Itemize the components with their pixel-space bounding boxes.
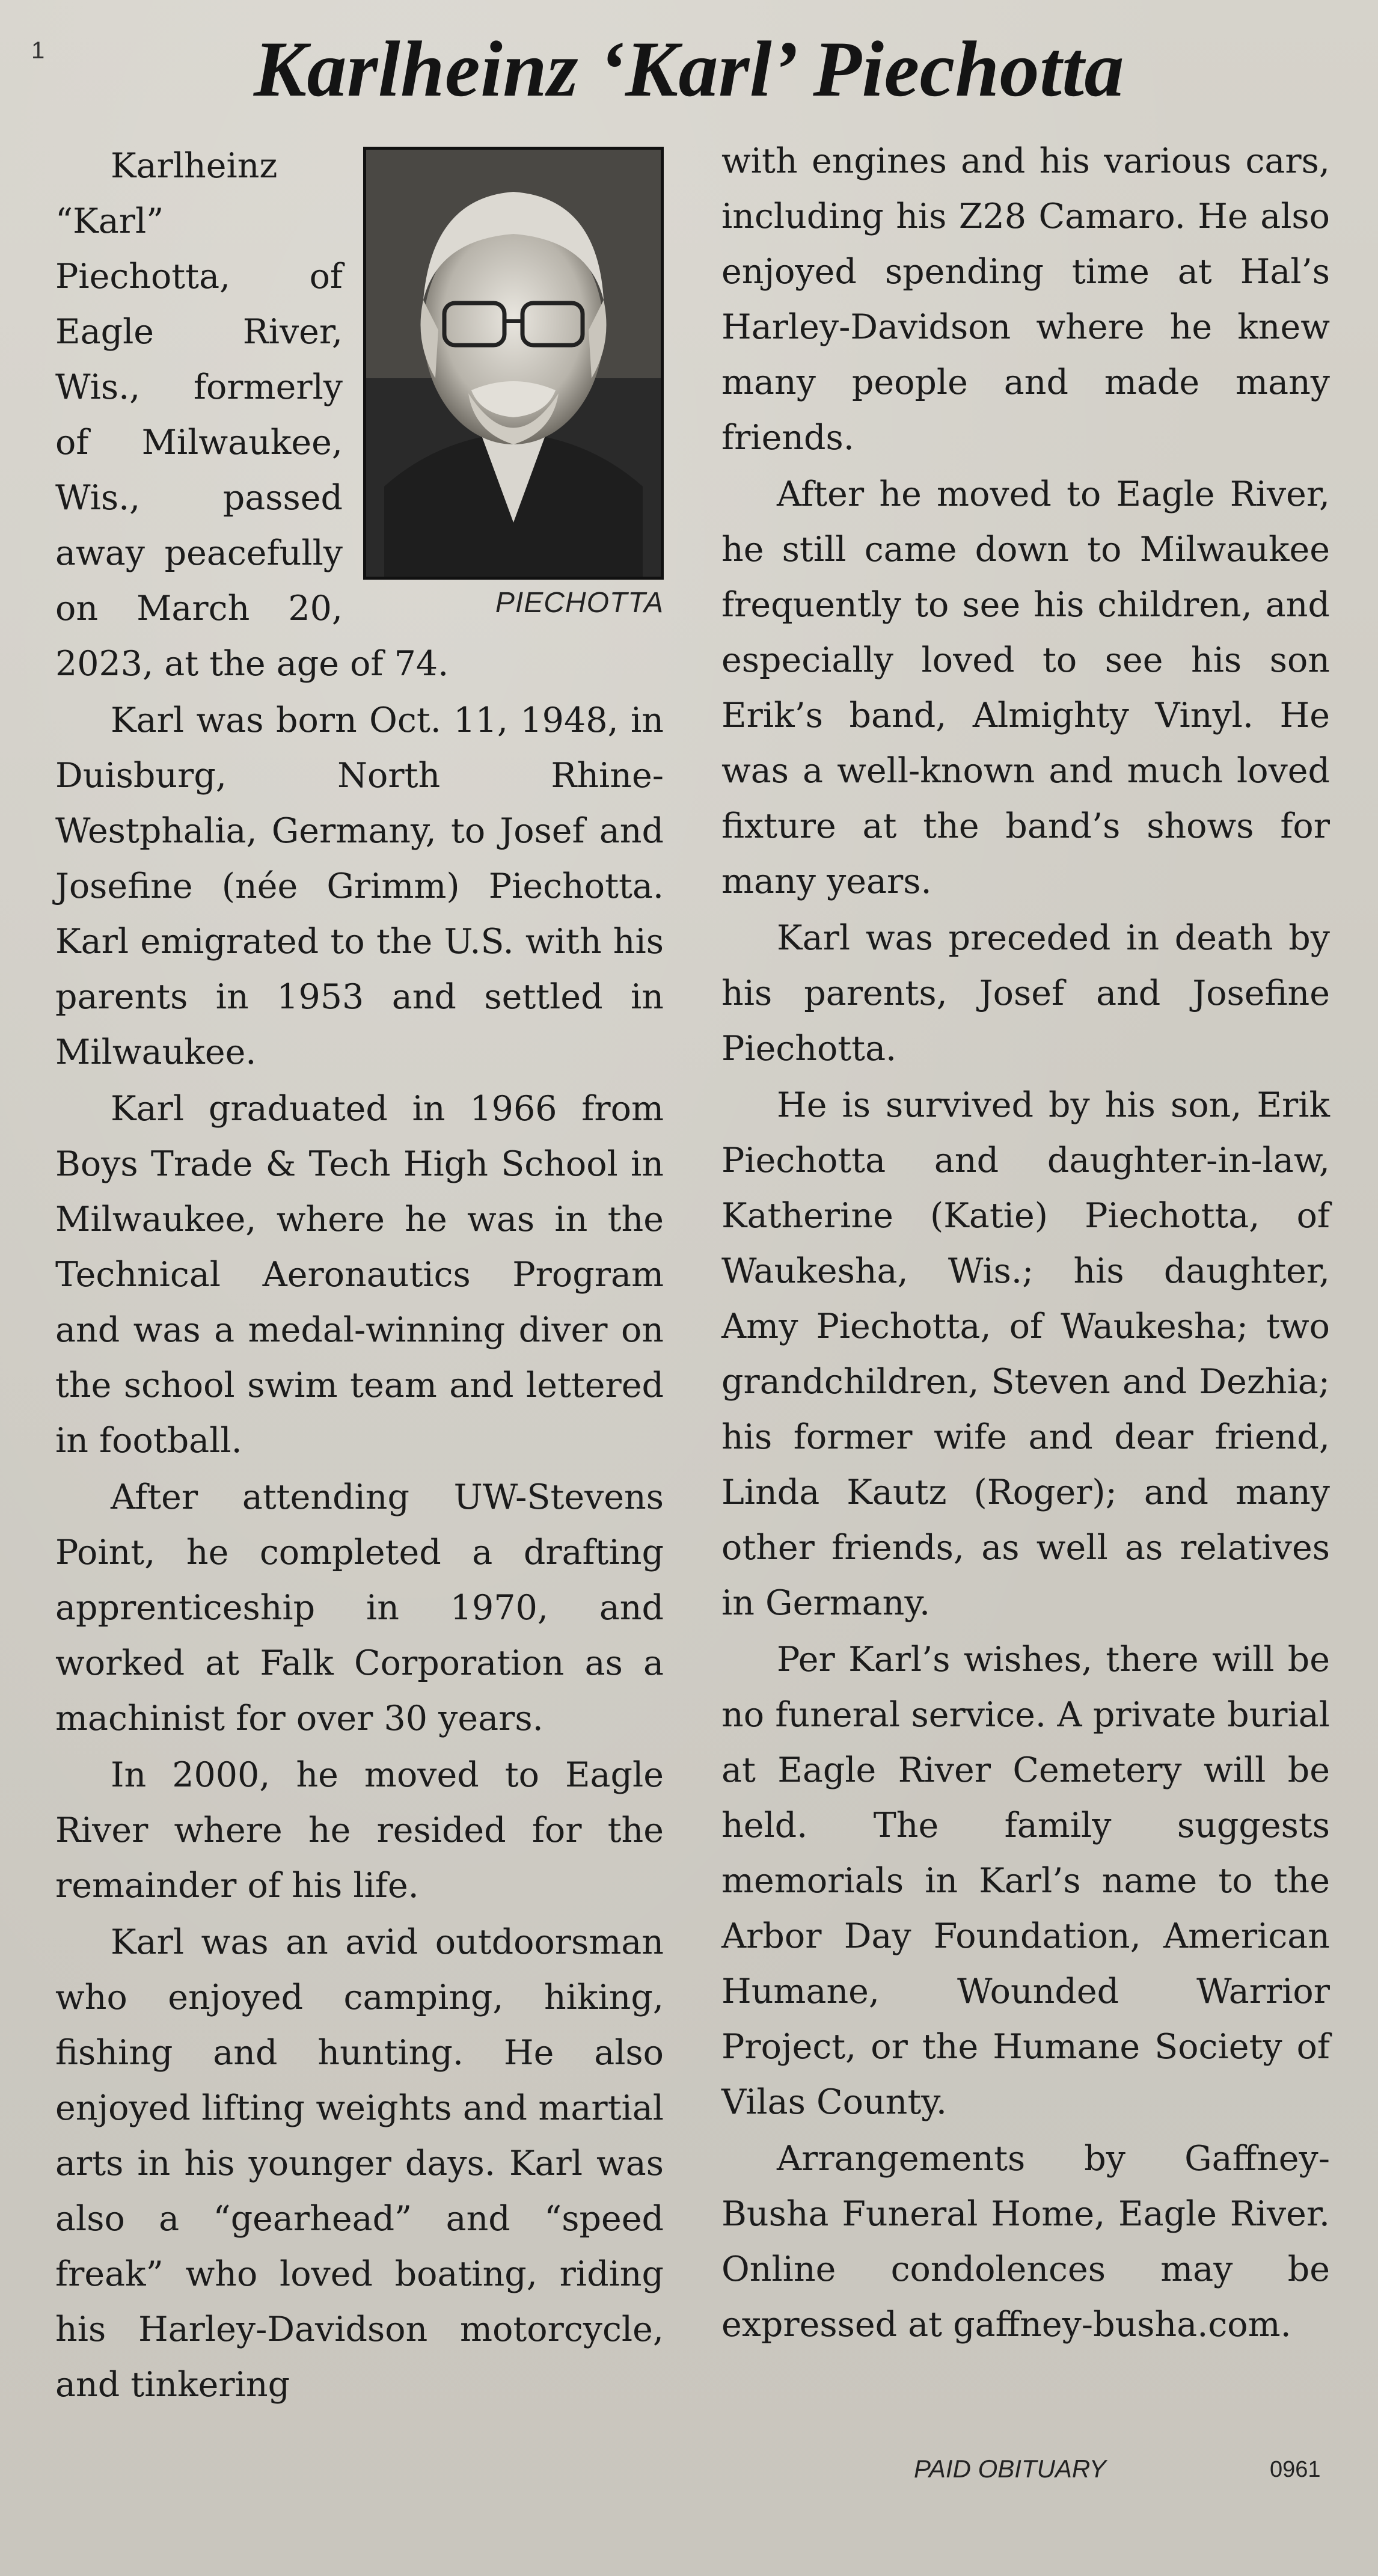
paragraph: After he moved to Eagle River, he still came down to Milwaukee frequently to see his children, and especially loved to see his son Erik’s band, Almighty Vinyl. He was a well-known and much loved fixture at the band’s shows for many years. (721, 474, 1330, 901)
right-column (721, 133, 1330, 2354)
portrait-photo-icon (366, 150, 661, 577)
obituary-title: Karlheinz ‘Karl’ Piechotta (254, 25, 1124, 113)
paragraph: with engines and his various cars, including his Z28 Camaro. He also enjoyed spending time at Hal’s Harley-Davidson where he knew many people and made many friends. (721, 141, 1330, 458)
paragraph: Karl was preceded in death by his parents, Josef and Josefine Piechotta. (721, 918, 1330, 1069)
paragraph: In 2000, he moved to Eagle River where he resided for the remainder of his life. (55, 1755, 664, 1906)
photo-caption: PIECHOTTA (495, 587, 664, 619)
paragraph: Karlheinz “Karl” Piechotta, of Eagle River, Wis., formerly of Milwaukee, Wis., passed away peacefully on March 20, 2023, at the age of 74. (55, 146, 449, 684)
paragraph: Per Karl’s wishes, there will be no funeral service. A private burial at Eagle River Cemetery will be held. The family suggests memorials in Karl’s name to the Arbor Day Foundation, American Humane, Wounded Warrior Project, or the Humane Society of Vilas County. (721, 1640, 1330, 2122)
paragraph: Karl was an avid outdoorsman who enjoyed camping, hiking, fishing and hunting. He also enjoyed lifting weights and martial arts in his younger days. Karl was also a “gearhead” and “speed freak” who loved boating, riding his Harley-Davidson motorcycle, and tinkering (55, 1922, 664, 2405)
photo-block (363, 147, 664, 624)
paragraph: Karl was born Oct. 11, 1948, in Duisburg, North Rhine-Westphalia, Germany, to Josef and Josefine (née Grimm) Piechotta. Karl emigrated to the U.S. with his parents in 1953 and settled in Milwaukee. (55, 701, 664, 1072)
paragraph: Karl graduated in 1966 from Boys Trade & Tech High School in Milwaukee, where he was in the Technical Aeronautics Program and was a medal-winning diver on the school swim team and lettered in football. (55, 1089, 664, 1461)
paragraph: Arrangements by Gaffney-Busha Funeral Home, Eagle River. Online condolences may be expressed at gaffney-busha.com. (721, 2139, 1330, 2344)
paid-obituary-label: PAID OBITUARY (914, 2455, 1106, 2483)
paragraph: After attending UW-Stevens Point, he completed a drafting apprenticeship in 1970, and worked at Falk Corporation as a machinist for over 30 years. (55, 1477, 664, 1738)
paragraph: He is survived by his son, Erik Piechotta and daughter-in-law, Katherine (Katie) Piechotta, of Waukesha, Wis.; his daughter, Amy Piechotta, of Waukesha; two grandchildren, Steven and Dezhia; his former wife and dear friend, Linda Kautz (Roger); and many other friends, as well as relatives in Germany. (721, 1085, 1330, 1623)
left-column (55, 138, 664, 2414)
page-number: 1 (31, 37, 45, 64)
ad-code: 0961 (1270, 2457, 1321, 2482)
portrait-photo (363, 147, 664, 580)
